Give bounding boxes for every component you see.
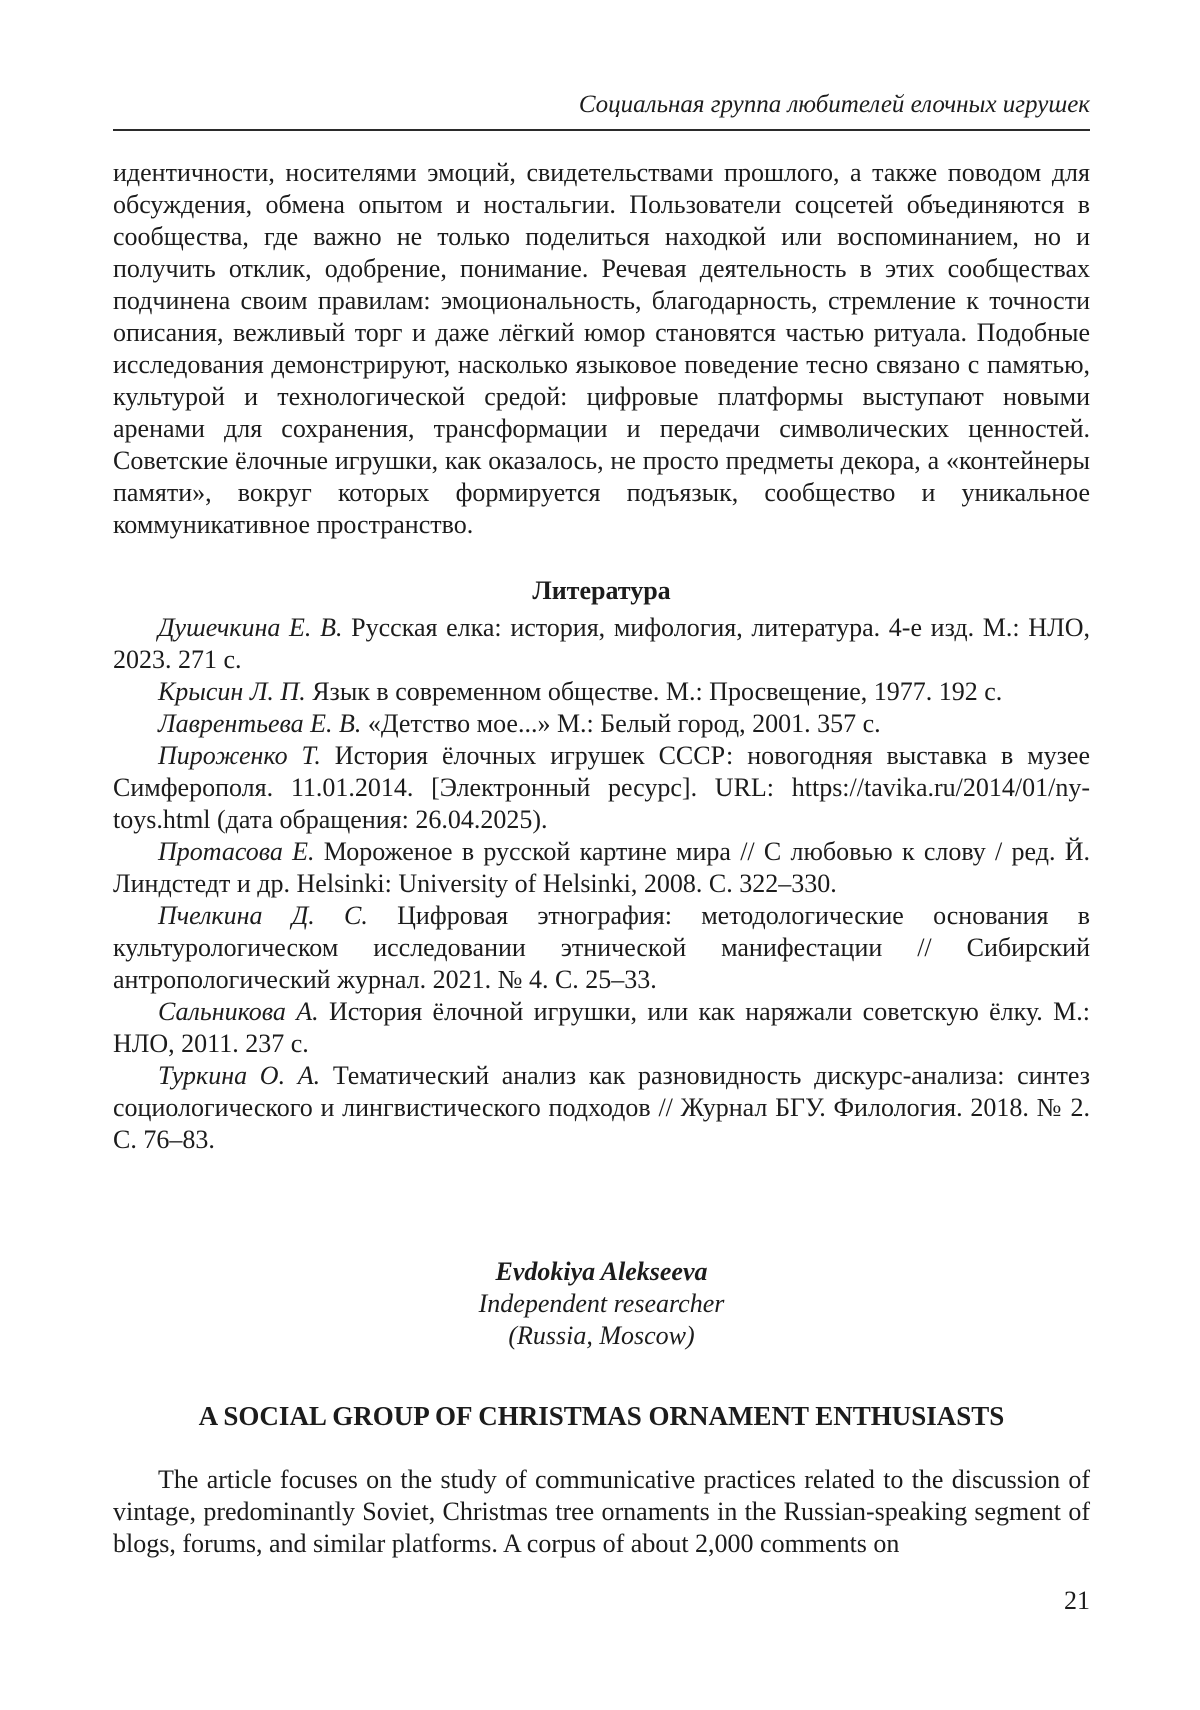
reference-item <box>113 836 1090 900</box>
reference-author: Протасова Е. <box>158 837 315 866</box>
reference-text: Русская елка: история, мифология, литература. 4-е изд. М.: НЛО, 2023. 271 с. <box>113 613 1090 674</box>
reference-list <box>113 612 1090 1156</box>
reference-author: Пироженко Т. <box>158 741 321 770</box>
reference-text: Цифровая этнография: методологические основания в культурологическом исследовании этнической манифестации // Сибирский антропологический журнал. 2021. № 4. С. 25–33. <box>113 901 1090 994</box>
reference-item <box>113 900 1090 996</box>
reference-text: Язык в современном обществе. М.: Просвещение, 1977. 192 с. <box>305 677 1003 706</box>
reference-text: История ёлочных игрушек СССР: новогодняя выставка в музее Симферополя. 11.01.2014. [Электронный ресурс]. URL: https://tavika.ru/2014/01/ny-toys.html (дата обращения: 26.04.2025). <box>113 741 1091 834</box>
reference-text: «Детство мое...» М.: Белый город, 2001. 357 с. <box>361 709 881 738</box>
reference-author: Пчелкина Д. С. <box>158 901 368 930</box>
reference-author: Лаврентьева Е. В. <box>158 709 362 738</box>
reference-item <box>113 1060 1090 1156</box>
reference-author: Крысин Л. П. <box>158 677 306 706</box>
author-name: Evdokiya Alekseeva <box>495 1257 708 1286</box>
author-block <box>113 1256 1090 1352</box>
reference-item <box>113 708 1090 740</box>
page-number: 21 <box>1064 1586 1090 1615</box>
reference-author: Сальникова А. <box>158 997 319 1026</box>
reference-author: Душечкина Е. В. <box>158 613 343 642</box>
author-location: (Russia, Moscow) <box>508 1321 695 1350</box>
reference-text: История ёлочной игрушки, или как наряжали советскую ёлку. М.: НЛО, 2011. 237 с. <box>113 997 1091 1058</box>
reference-item <box>113 676 1090 708</box>
literature-heading: Литература <box>532 576 671 605</box>
reference-author: Туркина О. А. <box>158 1061 321 1090</box>
running-header: Социальная группа любителей елочных игрушек <box>578 91 1090 118</box>
reference-item <box>113 996 1090 1060</box>
reference-text: Тематический анализ как разновидность дискурс-анализа: синтез социологического и лингвистического подходов // Журнал БГУ. Филология. 2018. № 2. С. 76–83. <box>113 1061 1090 1154</box>
reference-item <box>113 612 1090 676</box>
english-title: A SOCIAL GROUP OF CHRISTMAS ORNAMENT ENTHUSIASTS <box>198 1401 1005 1431</box>
reference-item <box>113 740 1090 836</box>
author-affiliation: Independent researcher <box>478 1289 725 1318</box>
header-rule <box>113 129 1090 131</box>
reference-text: Мороженое в русской картине мира // С любовью к слову / ред. Й. Линдстедт и др. Helsinki: University of Helsinki, 2008. С. 322–330. <box>113 837 1090 898</box>
body-paragraph: идентичности, носителями эмоций, свидетельствами прошлого, а также поводом для обсуждения, обмена опытом и ностальгии. Пользователи соцсетей объединяются в сообщества, где важно не только поделиться находкой или воспоминанием, но и получить отклик, одобрение, понимание. Речевая деятельность в этих сообществах подчинена своим правилам: эмоциональность, благодарность, стремление к точности описания, вежливый торг и даже лёгкий юмор становятся частью ритуала. Подобные исследования демонстрируют, насколько языковое поведение тесно связано с памятью, культурой и технологической средой: цифровые платформы выступают новыми аренами для сохранения, трансформации и передачи символических ценностей. Советские ёлочные игрушки, как оказалось, не просто предметы декора, а «контейнеры памяти», вокруг которых формируется подъязык, сообщество и уникальное коммуникативное пространство. <box>113 158 1090 539</box>
english-abstract: The article focuses on the study of communicative practices related to the discussion of vintage, predominantly Soviet, Christmas tree ornaments in the Russian-speaking segment of blogs, forums, and similar platforms. A corpus of about 2,000 comments on <box>113 1465 1090 1558</box>
